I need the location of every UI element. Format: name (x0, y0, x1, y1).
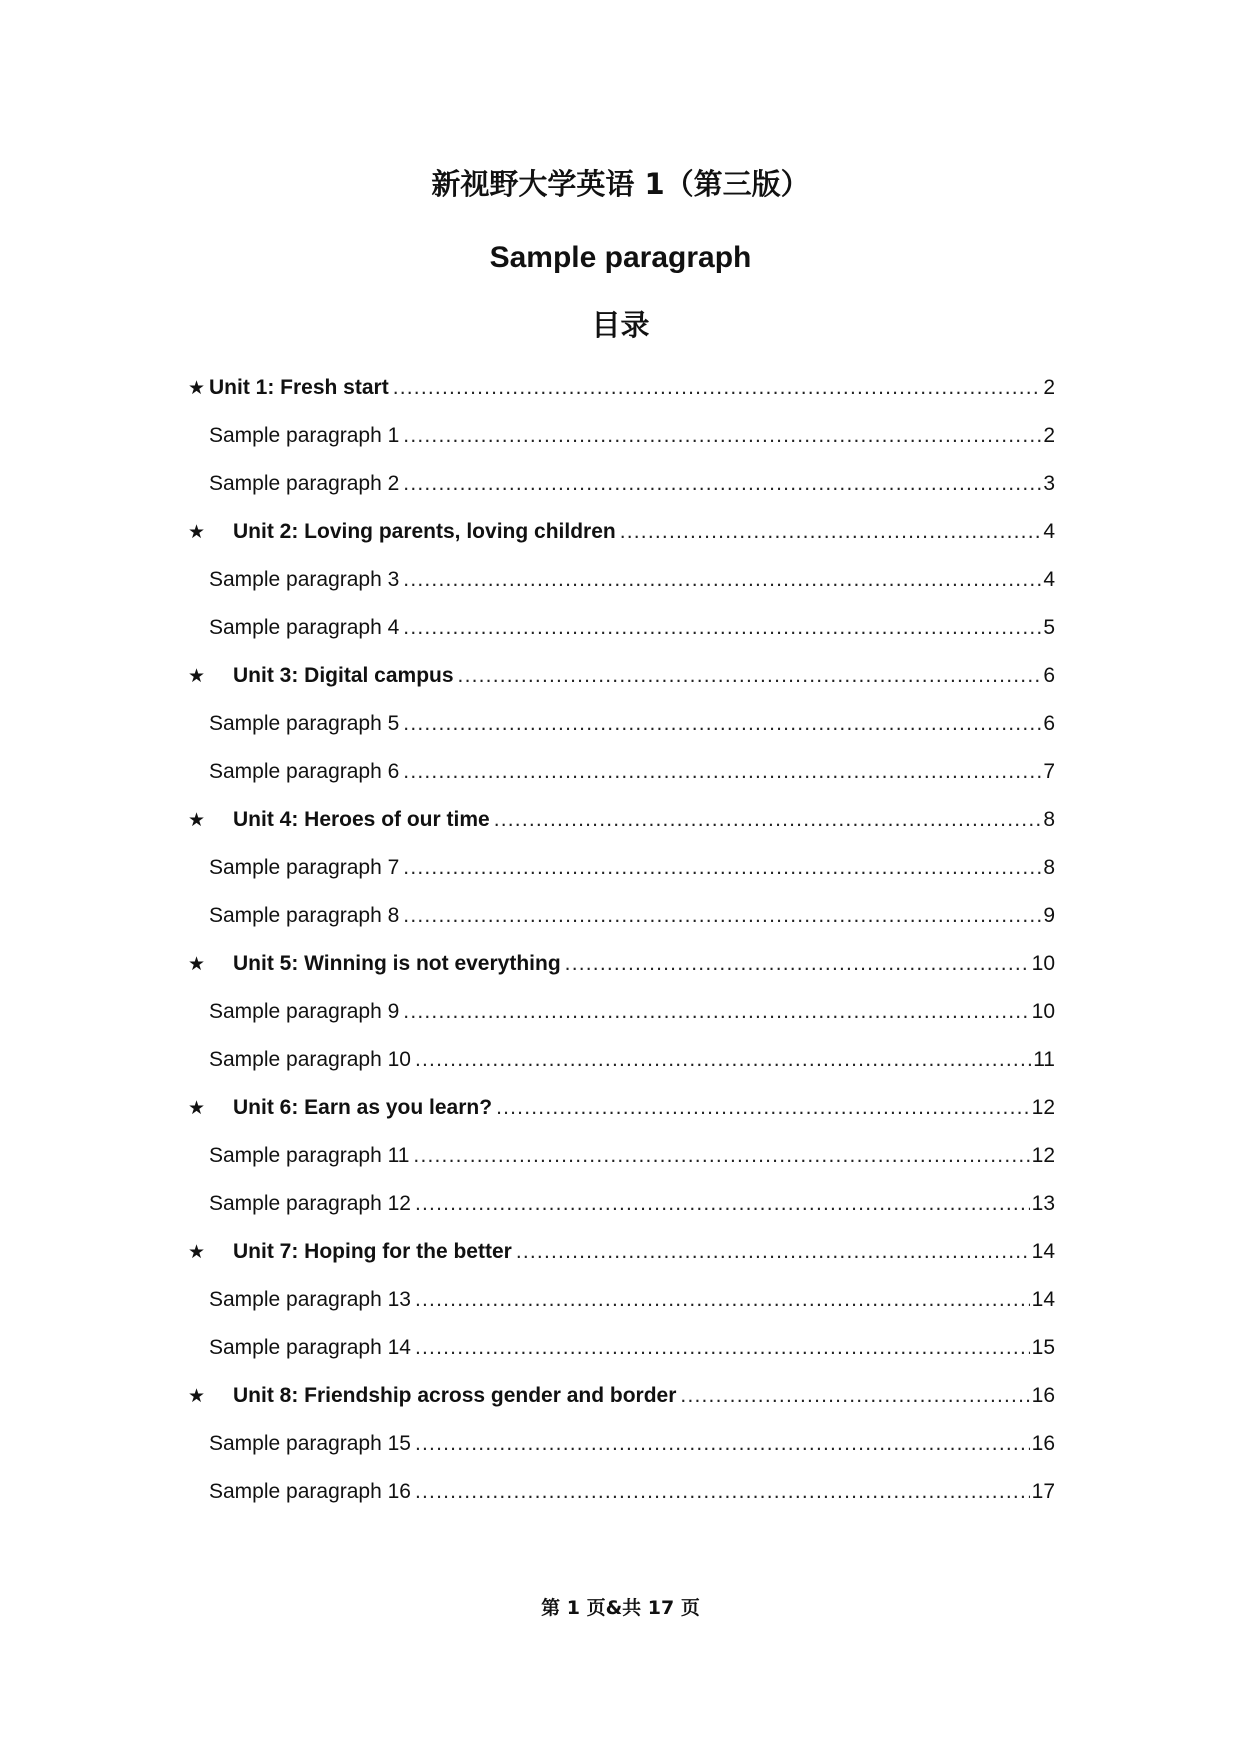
dot-leader (403, 567, 1041, 593)
toc-entry-title: Sample paragraph 1 (209, 424, 400, 447)
toc-subentry[interactable] (188, 700, 1055, 748)
dot-leader (403, 615, 1041, 641)
toc-page-number: 4 (1043, 520, 1055, 543)
toc-subentry[interactable] (188, 604, 1055, 652)
toc-unit-entry[interactable] (188, 364, 1055, 412)
toc-page-number: 16 (1031, 1432, 1055, 1455)
dot-leader (403, 999, 1029, 1025)
dot-leader (458, 663, 1042, 689)
star-icon: ★ (188, 953, 206, 975)
toc-entry-title: Unit 6: Earn as you learn? (233, 1096, 493, 1119)
dot-leader (415, 1479, 1030, 1505)
toc-page-number: 2 (1043, 376, 1055, 399)
dot-leader (415, 1287, 1030, 1313)
toc-page-number: 14 (1031, 1240, 1055, 1263)
toc-entry-title: Sample paragraph 15 (209, 1432, 411, 1455)
dot-leader (620, 519, 1042, 545)
dot-leader (403, 711, 1041, 737)
toc-subentry[interactable] (188, 892, 1055, 940)
toc-entry-title: Sample paragraph 14 (209, 1336, 411, 1359)
toc-entry-title: Unit 7: Hoping for the better (233, 1240, 512, 1263)
toc-entry-title: Sample paragraph 4 (209, 616, 400, 639)
toc-subentry[interactable] (188, 460, 1055, 508)
toc-entry-title: Sample paragraph 7 (209, 856, 400, 879)
dot-leader (403, 423, 1041, 449)
dot-leader (415, 1047, 1031, 1073)
toc-entry-title: Unit 1: Fresh start (209, 376, 389, 399)
toc-page-number: 8 (1043, 808, 1055, 831)
toc-page-number: 12 (1031, 1144, 1055, 1167)
dot-leader (403, 855, 1041, 881)
document-title: 新视野大学英语 1（第三版） (431, 167, 810, 201)
toc-entry-title: Unit 4: Heroes of our time (233, 808, 490, 831)
toc-unit-entry[interactable] (188, 1228, 1055, 1276)
toc-entry-title: Unit 8: Friendship across gender and border (233, 1384, 677, 1407)
toc-entry-title: Sample paragraph 3 (209, 568, 400, 591)
toc-page-number: 2 (1043, 424, 1055, 447)
toc-unit-entry[interactable] (188, 796, 1055, 844)
star-icon: ★ (188, 1385, 206, 1407)
toc-subentry[interactable] (188, 1132, 1055, 1180)
toc-subentry[interactable] (188, 1324, 1055, 1372)
dot-leader (403, 903, 1041, 929)
toc-entry-title: Sample paragraph 10 (209, 1048, 411, 1071)
dot-leader (516, 1239, 1030, 1265)
toc-page-number: 5 (1043, 616, 1055, 639)
toc-page-number: 6 (1043, 664, 1055, 687)
toc-page-number: 9 (1043, 904, 1055, 927)
star-icon: ★ (188, 521, 206, 543)
toc-page-number: 12 (1031, 1096, 1055, 1119)
toc-subentry[interactable] (188, 1468, 1055, 1516)
star-icon: ★ (188, 1097, 206, 1119)
toc-page-number: 10 (1031, 952, 1055, 975)
table-of-contents (188, 364, 1055, 1516)
toc-entry-title: Sample paragraph 8 (209, 904, 400, 927)
star-icon: ★ (188, 1241, 206, 1263)
dot-leader (494, 807, 1042, 833)
toc-subentry[interactable] (188, 1276, 1055, 1324)
toc-page-number: 8 (1043, 856, 1055, 879)
toc-page-number: 6 (1043, 712, 1055, 735)
dot-leader (403, 759, 1041, 785)
toc-unit-entry[interactable] (188, 652, 1055, 700)
toc-page-number: 4 (1043, 568, 1055, 591)
dot-leader (496, 1095, 1030, 1121)
document-subtitle: Sample paragraph (489, 241, 752, 274)
toc-subentry[interactable] (188, 748, 1055, 796)
toc-unit-entry[interactable] (188, 1084, 1055, 1132)
toc-entry-title: Unit 2: Loving parents, loving children (233, 520, 616, 543)
toc-page-number: 11 (1033, 1048, 1055, 1071)
toc-page-number: 3 (1043, 472, 1055, 495)
toc-entry-title: Sample paragraph 13 (209, 1288, 411, 1311)
star-icon: ★ (188, 377, 206, 399)
toc-page-number: 7 (1043, 760, 1055, 783)
dot-leader (415, 1191, 1030, 1217)
toc-unit-entry[interactable] (188, 508, 1055, 556)
toc-entry-title: Sample paragraph 5 (209, 712, 400, 735)
toc-page-number: 13 (1031, 1192, 1055, 1215)
toc-subentry[interactable] (188, 1420, 1055, 1468)
dot-leader (403, 471, 1041, 497)
toc-page-number: 10 (1031, 1000, 1055, 1023)
dot-leader (413, 1143, 1029, 1169)
toc-entry-title: Sample paragraph 11 (209, 1144, 410, 1167)
star-icon: ★ (188, 665, 206, 687)
toc-entry-title: Sample paragraph 12 (209, 1192, 411, 1215)
toc-entry-title: Unit 5: Winning is not everything (233, 952, 561, 975)
toc-subentry[interactable] (188, 412, 1055, 460)
toc-subentry[interactable] (188, 844, 1055, 892)
toc-entry-title: Sample paragraph 6 (209, 760, 400, 783)
toc-entry-title: Sample paragraph 16 (209, 1480, 411, 1503)
toc-page-number: 17 (1031, 1480, 1055, 1503)
toc-subentry[interactable] (188, 556, 1055, 604)
toc-subentry[interactable] (188, 1036, 1055, 1084)
toc-entry-title: Unit 3: Digital campus (233, 664, 454, 687)
toc-entry-title: Sample paragraph 9 (209, 1000, 400, 1023)
dot-leader (680, 1383, 1029, 1409)
toc-unit-entry[interactable] (188, 940, 1055, 988)
dot-leader (565, 951, 1030, 977)
toc-subentry[interactable] (188, 1180, 1055, 1228)
dot-leader (393, 375, 1042, 401)
dot-leader (415, 1431, 1030, 1457)
toc-page-number: 15 (1031, 1336, 1055, 1359)
toc-subentry[interactable] (188, 988, 1055, 1036)
toc-unit-entry[interactable] (188, 1372, 1055, 1420)
star-icon: ★ (188, 809, 206, 831)
page-footer: 第 1 页&共 17 页 (541, 1597, 700, 1619)
toc-page-number: 16 (1031, 1384, 1055, 1407)
toc-heading: 目录 (591, 308, 650, 342)
dot-leader (415, 1335, 1030, 1361)
toc-page-number: 14 (1031, 1288, 1055, 1311)
toc-entry-title: Sample paragraph 2 (209, 472, 400, 495)
